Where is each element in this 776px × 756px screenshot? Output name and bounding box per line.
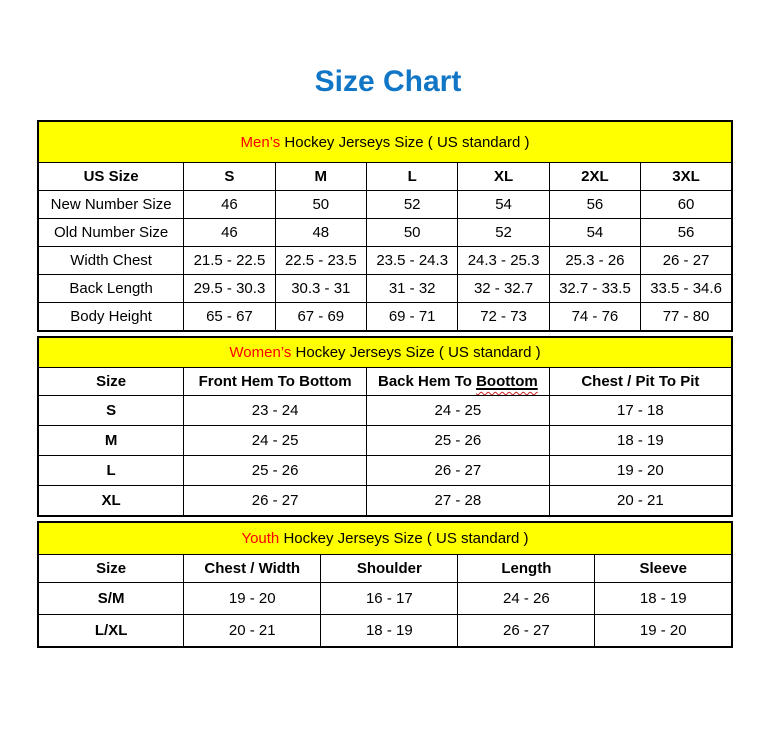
table-row xyxy=(38,219,732,247)
table-row xyxy=(38,456,732,486)
table-row xyxy=(38,303,732,332)
youth-table-title xyxy=(38,522,732,555)
size-value-cell: 54 xyxy=(458,191,549,219)
mens-column-header-row xyxy=(38,163,732,191)
size-value-cell: 74 - 76 xyxy=(549,303,640,332)
table-row xyxy=(38,275,732,303)
row-label: M xyxy=(38,426,184,456)
column-header: US Size xyxy=(38,163,184,191)
column-header: Size xyxy=(38,368,184,396)
size-value-cell: 19 - 20 xyxy=(595,615,732,648)
table-row xyxy=(38,191,732,219)
table-row xyxy=(38,583,732,615)
size-value-cell: 24.3 - 25.3 xyxy=(458,247,549,275)
row-label: XL xyxy=(38,486,184,517)
row-label: S xyxy=(38,396,184,426)
size-value-cell: 30.3 - 31 xyxy=(275,275,366,303)
size-value-cell: 25 - 26 xyxy=(184,456,367,486)
row-label: New Number Size xyxy=(38,191,184,219)
size-value-cell: 46 xyxy=(184,219,275,247)
table-title-text: Hockey Jerseys Size ( US standard ) xyxy=(291,344,541,361)
column-header: Front Hem To Bottom xyxy=(184,368,367,396)
column-header: M xyxy=(275,163,366,191)
table-title-highlight: Women’s xyxy=(229,344,292,361)
table-title-text: Hockey Jerseys Size ( US standard ) xyxy=(280,133,530,151)
row-label: S/M xyxy=(38,583,184,615)
size-value-cell: 27 - 28 xyxy=(366,486,549,517)
size-value-cell: 54 xyxy=(549,219,640,247)
size-value-cell: 33.5 - 34.6 xyxy=(641,275,732,303)
row-label: Old Number Size xyxy=(38,219,184,247)
size-value-cell: 18 - 19 xyxy=(595,583,732,615)
size-value-cell: 19 - 20 xyxy=(549,456,732,486)
size-value-cell: 25.3 - 26 xyxy=(549,247,640,275)
column-header: Sleeve xyxy=(595,555,732,583)
size-value-cell: 26 - 27 xyxy=(184,486,367,517)
size-value-cell: 52 xyxy=(366,191,457,219)
column-header: Size xyxy=(38,555,184,583)
column-header xyxy=(366,368,549,396)
page-title: Size Chart xyxy=(314,65,462,98)
size-value-cell: 20 - 21 xyxy=(184,615,321,648)
size-value-cell: 52 xyxy=(458,219,549,247)
table-row xyxy=(38,247,732,275)
size-value-cell: 21.5 - 22.5 xyxy=(184,247,275,275)
column-header: XL xyxy=(458,163,549,191)
column-header: 3XL xyxy=(641,163,732,191)
youth-size-table xyxy=(37,521,733,648)
womens-table-title xyxy=(38,337,732,368)
womens-column-header-row xyxy=(38,368,732,396)
table-row xyxy=(38,396,732,426)
mens-table-title-row xyxy=(38,121,732,163)
size-value-cell: 16 - 17 xyxy=(321,583,458,615)
size-tables xyxy=(37,120,733,648)
size-value-cell: 23 - 24 xyxy=(184,396,367,426)
womens-table-title-row xyxy=(38,337,732,368)
size-value-cell: 46 xyxy=(184,191,275,219)
size-value-cell: 56 xyxy=(549,191,640,219)
size-value-cell: 18 - 19 xyxy=(321,615,458,648)
table-title-text: Hockey Jerseys Size ( US standard ) xyxy=(279,530,529,547)
mens-table-title xyxy=(38,121,732,163)
size-value-cell: 25 - 26 xyxy=(366,426,549,456)
size-value-cell: 77 - 80 xyxy=(641,303,732,332)
size-value-cell: 32.7 - 33.5 xyxy=(549,275,640,303)
column-header: Chest / Pit To Pit xyxy=(549,368,732,396)
column-header-text: Back Hem To xyxy=(377,373,477,390)
size-value-cell: 65 - 67 xyxy=(184,303,275,332)
womens-size-table xyxy=(37,336,733,517)
size-value-cell: 31 - 32 xyxy=(366,275,457,303)
mens-size-table xyxy=(37,120,733,332)
size-value-cell: 22.5 - 23.5 xyxy=(275,247,366,275)
column-header: L xyxy=(366,163,457,191)
youth-column-header-row xyxy=(38,555,732,583)
row-label: Back Length xyxy=(38,275,184,303)
size-value-cell: 72 - 73 xyxy=(458,303,549,332)
size-value-cell: 29.5 - 30.3 xyxy=(184,275,275,303)
table-title-highlight: Youth xyxy=(241,530,280,547)
column-header: Chest / Width xyxy=(184,555,321,583)
row-label: L xyxy=(38,456,184,486)
column-header: Length xyxy=(458,555,595,583)
size-value-cell: 20 - 21 xyxy=(549,486,732,517)
size-value-cell: 18 - 19 xyxy=(549,426,732,456)
size-value-cell: 26 - 27 xyxy=(458,615,595,648)
misspelled-word: Boottom xyxy=(476,373,538,390)
table-row xyxy=(38,426,732,456)
youth-table-title-row xyxy=(38,522,732,555)
size-value-cell: 56 xyxy=(641,219,732,247)
size-value-cell: 19 - 20 xyxy=(184,583,321,615)
size-value-cell: 26 - 27 xyxy=(641,247,732,275)
column-header: Shoulder xyxy=(321,555,458,583)
table-row xyxy=(38,615,732,648)
size-value-cell: 24 - 25 xyxy=(366,396,549,426)
size-value-cell: 50 xyxy=(275,191,366,219)
size-value-cell: 17 - 18 xyxy=(549,396,732,426)
column-header: 2XL xyxy=(549,163,640,191)
row-label: Width Chest xyxy=(38,247,184,275)
table-row xyxy=(38,486,732,517)
size-value-cell: 48 xyxy=(275,219,366,247)
row-label: Body Height xyxy=(38,303,184,332)
size-value-cell: 67 - 69 xyxy=(275,303,366,332)
size-value-cell: 24 - 26 xyxy=(458,583,595,615)
column-header: S xyxy=(184,163,275,191)
size-value-cell: 69 - 71 xyxy=(366,303,457,332)
row-label: L/XL xyxy=(38,615,184,648)
size-value-cell: 24 - 25 xyxy=(184,426,367,456)
size-value-cell: 23.5 - 24.3 xyxy=(366,247,457,275)
table-title-highlight: Men’s xyxy=(240,133,281,151)
size-value-cell: 32 - 32.7 xyxy=(458,275,549,303)
underlined-word xyxy=(476,373,538,390)
size-value-cell: 26 - 27 xyxy=(366,456,549,486)
size-value-cell: 50 xyxy=(366,219,457,247)
size-value-cell: 60 xyxy=(641,191,732,219)
